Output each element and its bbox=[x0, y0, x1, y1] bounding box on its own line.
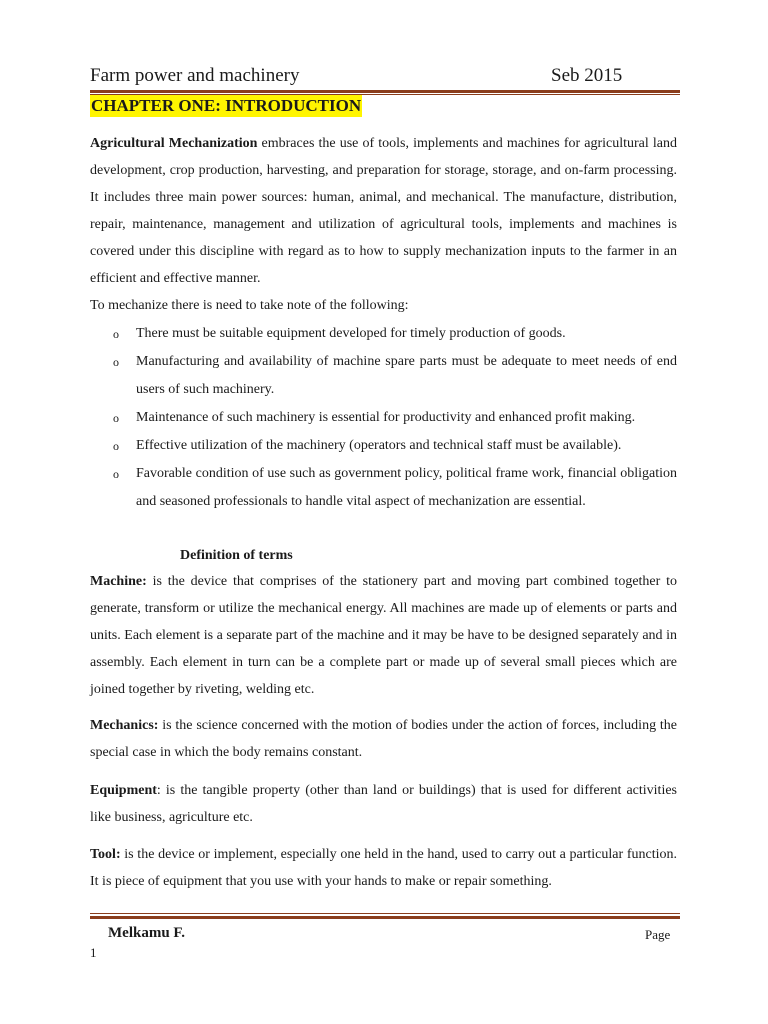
list-item: o Effective utilization of the machinery (operators and technical staff must be available). bbox=[113, 432, 677, 460]
term-mechanics: Mechanics: bbox=[90, 718, 159, 733]
bullet-marker: o bbox=[113, 327, 119, 341]
intro-text: embraces the use of tools, implements and machines for agricultural land development, crop production, harvesting, and preparation for storage, storage, and on-farm processing. It includes three main power sources: human, animal, and mechanical. The manufacture, distribution, repair, maintenance, management and utilization of agricultural tools, implements and machines is covered under this discipline with regard as to how to supply mechanization inputs to the farmer in an efficient and effective manner. bbox=[90, 136, 677, 286]
intro-term: Agricultural Mechanization bbox=[90, 136, 258, 151]
list-item: o There must be suitable equipment developed for timely production of goods. bbox=[113, 320, 677, 348]
intro-lead: To mechanize there is need to take note of the following: bbox=[90, 298, 409, 313]
list-item: o Favorable condition of use such as government policy, political frame work, financial obligation and seasoned professionals to handle vital aspect of mechanization are essential. bbox=[113, 460, 677, 516]
definition-mechanics: Mechanics: is the science concerned with the motion of bodies under the action of forces, including the special case in which the body remains constant. bbox=[90, 718, 677, 760]
footer-rule-thin bbox=[90, 913, 680, 914]
intro-paragraph bbox=[90, 130, 677, 319]
footer-page-label: Page bbox=[645, 927, 671, 942]
header-date: Seb 2015 bbox=[551, 65, 623, 86]
term-machine: Machine: bbox=[90, 574, 147, 589]
list-item: o Maintenance of such machinery is essential for productivity and enhanced profit making. bbox=[113, 404, 677, 432]
header-title: Farm power and machinery bbox=[90, 65, 300, 86]
bullet-marker: o bbox=[113, 439, 119, 453]
footer-author: Melkamu F. bbox=[108, 925, 185, 941]
bullet-marker: o bbox=[113, 411, 119, 425]
chapter-title: CHAPTER ONE: INTRODUCTION bbox=[91, 96, 362, 115]
bullet-marker: o bbox=[113, 467, 119, 481]
definitions-heading: Definition of terms bbox=[180, 548, 293, 563]
requirements-list bbox=[113, 320, 677, 516]
list-item: o Manufacturing and availability of machine spare parts must be adequate to meet needs of end users of such machinery. bbox=[113, 348, 677, 404]
footer-page-number: 1 bbox=[90, 945, 97, 960]
footer-rule-thick bbox=[90, 916, 680, 919]
definition-machine: Machine: is the device that comprises of the stationery part and moving part combined together to generate, transform or utilize the mechanical energy. All machines are made up of elements or parts and units. Each element is a separate part of the machine and it may be have to be designed separately and in assembly. Each element in turn can be a complete part or made up of several small pieces which are joined together by riveting, welding etc. bbox=[90, 574, 677, 697]
term-equipment: Equipment bbox=[90, 783, 157, 798]
term-tool: Tool: bbox=[90, 847, 121, 862]
bullet-marker: o bbox=[113, 355, 119, 369]
header-rule-thick bbox=[90, 90, 680, 93]
definition-tool: Tool: is the device or implement, especially one held in the hand, used to carry out a particular function. It is piece of equipment that you use with your hands to make or repair something. bbox=[90, 847, 677, 889]
definition-equipment: Equipment: is the tangible property (other than land or buildings) that is used for different activities like business, agriculture etc. bbox=[90, 783, 677, 825]
